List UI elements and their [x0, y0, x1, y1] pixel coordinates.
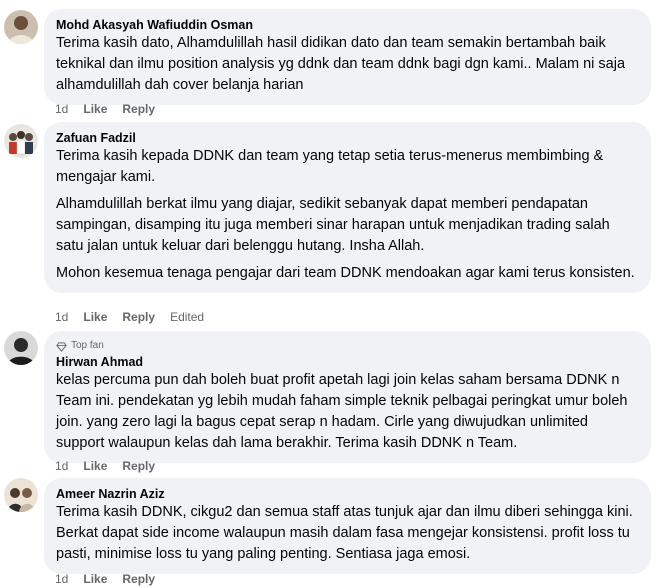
comment-actions — [55, 309, 204, 325]
like-button[interactable]: Like — [83, 572, 108, 586]
comment-author[interactable]: Zafuan Fadzil — [56, 131, 136, 145]
comment-author[interactable]: Mohd Akasyah Wafiuddin Osman — [56, 18, 254, 32]
comment-text: Terima kasih DDNK, cikgu2 dan semua staff atas tunjuk ajar dan ilmu diberi sehingga kini. Berkat dapat side income walaupun masih dalam fasa mengejar konsistensi. profit loss tu pasti, minimise loss tu yang paling penting. Sentiasa jaga emosi. — [56, 504, 633, 562]
reply-button[interactable]: Reply — [122, 459, 156, 473]
diamond-icon — [56, 341, 67, 352]
comment-text: kelas percuma pun dah boleh buat profit apetah lagi join kelas saham bersama DDNK n Team ini. pendekatan yg lebih mudah faham simple teknik pelbagai peringkat umur boleh join. yang zero lagi la bagus cepat serap n hadam. Cirle yang diwujudkan unlimited support walaupun kelas dah lama berakhir. Terima kasih DDNK n Team. — [56, 372, 628, 451]
comment-actions — [55, 458, 155, 474]
comment-bubble — [44, 122, 651, 293]
avatar-photo-icon — [4, 331, 38, 365]
comment-time[interactable]: 1d — [55, 572, 69, 586]
comment-actions — [55, 571, 155, 587]
comment-text: Terima kasih kepada DDNK dan team yang tetap setia terus-menerus membimbing & mengajar kami. — [56, 148, 604, 185]
avatar-photo-icon — [4, 124, 38, 158]
comment-time[interactable]: 1d — [55, 310, 69, 324]
avatar-photo-icon — [4, 10, 38, 44]
comment-bubble — [44, 478, 651, 574]
top-fan-badge[interactable] — [56, 339, 639, 353]
comment-author[interactable]: Ameer Nazrin Aziz — [56, 487, 165, 501]
comment-bubble — [44, 9, 651, 105]
comment-author[interactable]: Hirwan Ahmad — [56, 355, 144, 369]
badge-label: Top fan — [71, 340, 104, 351]
comment-time[interactable]: 1d — [55, 102, 69, 116]
comment-text: Alhamdulillah berkat ilmu yang diajar, sedikit sebanyak dapat memberi pendapatan sampingan, disamping itu juga memberi sinar harapan untuk menjadikan trading salah satu jalan untuk keluar dari belenggu hutang. Insha Allah. — [56, 196, 610, 254]
reply-button[interactable]: Reply — [122, 572, 156, 586]
avatar[interactable] — [4, 124, 38, 158]
comment-actions — [55, 101, 155, 117]
reply-button[interactable]: Reply — [122, 102, 156, 116]
like-button[interactable]: Like — [83, 310, 108, 324]
comment-bubble — [44, 331, 651, 463]
comment-time[interactable]: 1d — [55, 459, 69, 473]
edited-label[interactable]: Edited — [170, 310, 205, 324]
like-button[interactable]: Like — [83, 102, 108, 116]
avatar[interactable] — [4, 10, 38, 44]
comment-text: Mohon kesemua tenaga pengajar dari team DDNK mendoakan agar kami terus konsisten. — [56, 265, 635, 281]
comment-text: Terima kasih dato, Alhamdulillah hasil didikan dato dan team semakin bertambah baik teknikal dan ilmu position analysis yg ddnk dan team ddnk bagi dgn kami.. Malam ni saja alhamdulillah dah cover belanja harian — [56, 35, 626, 93]
avatar-photo-icon — [4, 478, 38, 512]
avatar[interactable] — [4, 478, 38, 512]
reply-button[interactable]: Reply — [122, 310, 156, 324]
like-button[interactable]: Like — [83, 459, 108, 473]
avatar[interactable] — [4, 331, 38, 365]
